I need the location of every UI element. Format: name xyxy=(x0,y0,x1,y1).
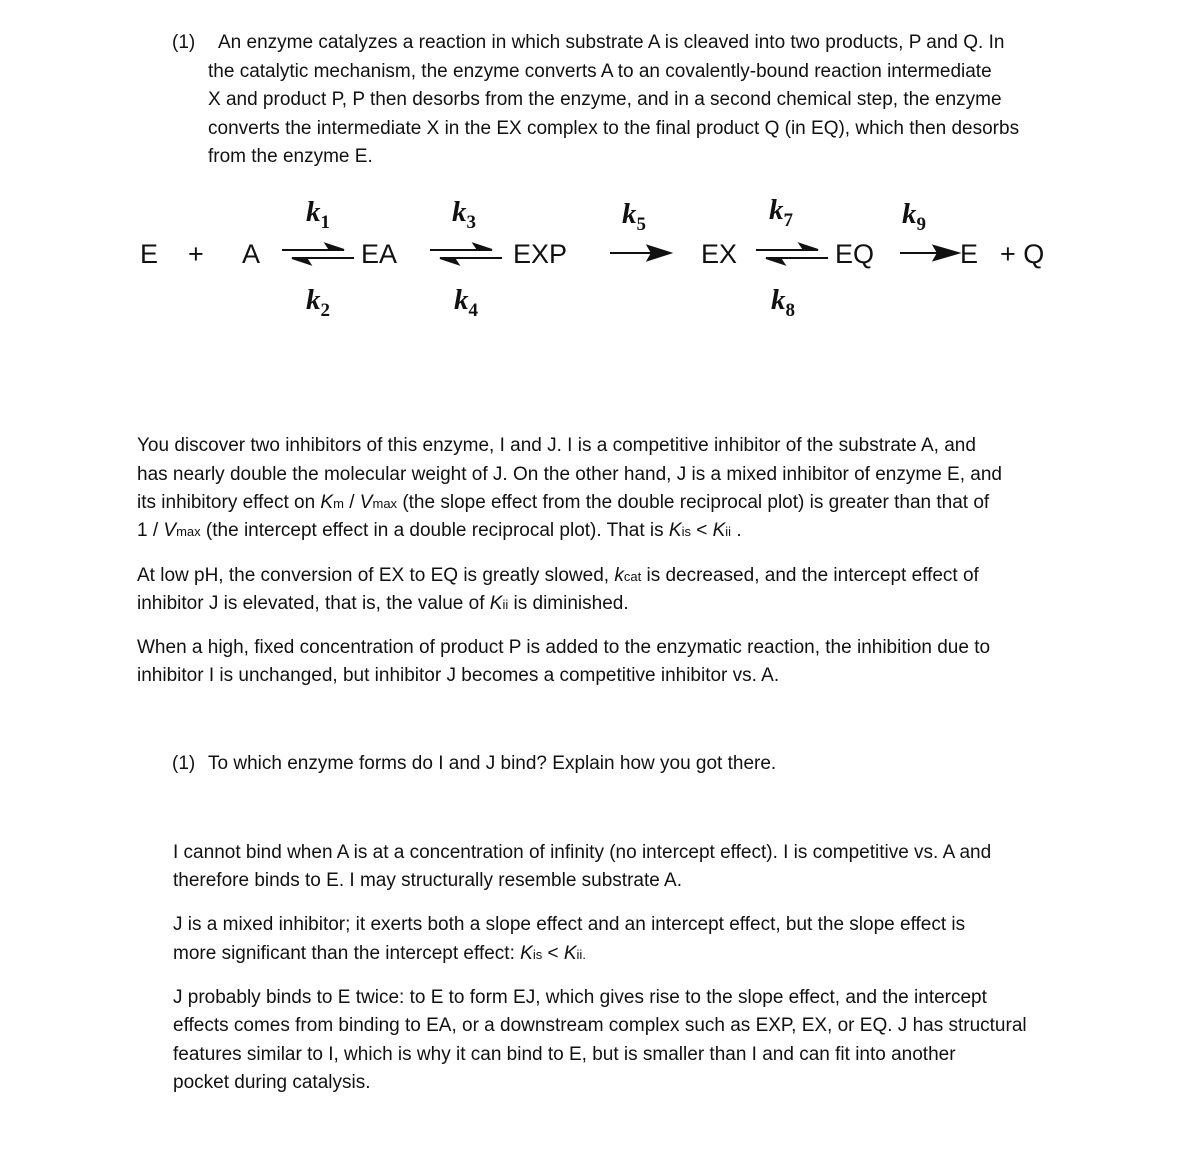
text-line: X and product P, P then desorbs from the enzyme, and in a second chemical step, the enzyme xyxy=(208,89,1002,110)
item-number: (1) xyxy=(172,32,196,53)
species-EXP: EXP xyxy=(513,239,568,269)
text-line: features similar to I, which is why it can bind to E, but is smaller than I and can fit into another xyxy=(173,1044,956,1065)
species-E: E xyxy=(140,239,159,269)
text-line: At low pH, the conversion of EX to EQ is greatly slowed, kcat is decreased, and the intercept effect of xyxy=(137,565,979,586)
forward-arrow-k9 xyxy=(900,246,958,260)
rate-constant-k5: $k_5$ xyxy=(622,198,646,235)
species-A: A xyxy=(242,239,261,269)
rate-constant-k1: $k_1$ xyxy=(306,196,330,233)
plus-sign: + xyxy=(188,239,204,269)
equilibrium-arrow-1 xyxy=(282,244,354,264)
rate-constant-k2: $k_2$ xyxy=(306,284,330,321)
rate-constant-k3: $k_3$ xyxy=(452,196,476,233)
rate-constant-k7: $k_7$ xyxy=(769,194,793,231)
text-line: An enzyme catalyzes a reaction in which substrate A is cleaved into two products, P and Q. In xyxy=(218,32,1005,53)
text-line: the catalytic mechanism, the enzyme converts A to an covalently-bound reaction intermediate xyxy=(208,61,992,82)
question-number: (1) xyxy=(172,753,196,774)
equilibrium-arrow-3 xyxy=(756,244,828,264)
text-line: effects comes from binding to EA, or a downstream complex such as EXP, EX, or EQ. J has structural xyxy=(173,1015,1027,1036)
text-line: inhibitor J is elevated, that is, the value of Kii is diminished. xyxy=(137,593,629,614)
text-line: You discover two inhibitors of this enzyme, I and J. I is a competitive inhibitor of the substrate A, and xyxy=(137,435,976,456)
reaction-arrows xyxy=(0,0,1186,340)
equilibrium-arrow-2 xyxy=(430,244,502,264)
text-line: inhibitor I is unchanged, but inhibitor J becomes a competitive inhibitor vs. A. xyxy=(137,665,780,686)
species-EX: EX xyxy=(701,239,738,269)
species-EA: EA xyxy=(361,239,398,269)
text-line: more significant than the intercept effect: Kis < Kii. xyxy=(173,943,586,964)
text-line: has nearly double the molecular weight of J. On the other hand, J is a mixed inhibitor of enzyme E, and xyxy=(137,464,1002,485)
text-line: J probably binds to E twice: to E to form EJ, which gives rise to the slope effect, and the intercept xyxy=(173,987,987,1008)
species-E-final: E xyxy=(960,239,979,269)
text-line: 1 / Vmax (the intercept effect in a double reciprocal plot). That is Kis < Kii . xyxy=(137,520,742,541)
rate-constant-k4: $k_4$ xyxy=(454,284,478,321)
text-line: J is a mixed inhibitor; it exerts both a slope effect and an intercept effect, but the slope effect is xyxy=(173,914,966,935)
text-line: from the enzyme E. xyxy=(208,146,373,167)
rate-constant-k9: $k_9$ xyxy=(902,198,926,235)
text-line: I cannot bind when A is at a concentration of infinity (no intercept effect). I is competitive vs. A and xyxy=(173,842,992,863)
text-line: converts the intermediate X in the EX complex to the final product Q (in EQ), which then desorbs xyxy=(208,118,1020,139)
rate-constant-k8: $k_8$ xyxy=(771,284,795,321)
question-text: To which enzyme forms do I and J bind? Explain how you got there. xyxy=(208,753,777,774)
plus-Q: + Q xyxy=(1000,239,1045,269)
species-EQ: EQ xyxy=(835,239,875,269)
text-line: When a high, fixed concentration of product P is added to the enzymatic reaction, the inhibition due to xyxy=(137,637,991,658)
text-line: therefore binds to E. I may structurally resemble substrate A. xyxy=(173,870,683,891)
forward-arrow-k5 xyxy=(610,246,670,260)
text-line: pocket during catalysis. xyxy=(173,1072,371,1093)
text-line: its inhibitory effect on Km / Vmax (the slope effect from the double reciprocal plot) is greater than that of xyxy=(137,492,990,513)
